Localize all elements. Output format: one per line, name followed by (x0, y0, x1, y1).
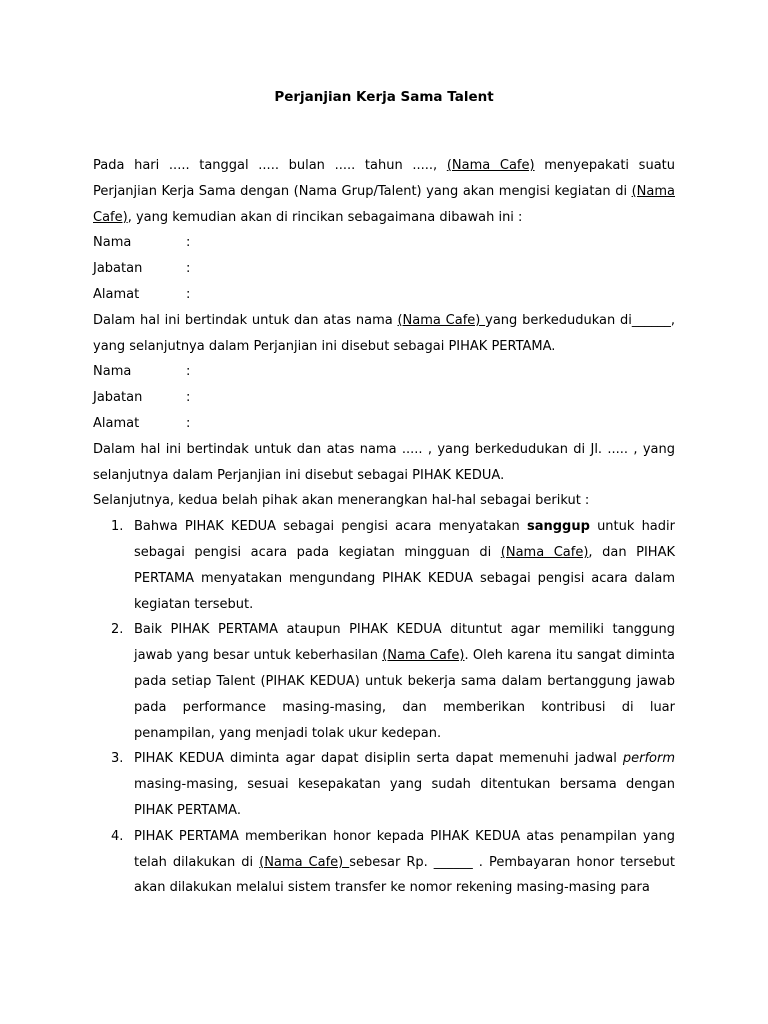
item-text-a: PIHAK PERTAMA memberikan honor kepada PIHAK KEDUA atas penampilan yang telah dilakukan di (134, 828, 675, 870)
field-label: Alamat (93, 415, 140, 431)
document-body (93, 153, 675, 901)
item-cafe-name: (Nama Cafe) (259, 854, 350, 870)
field-separator: : (186, 261, 191, 277)
intro-paragraph (93, 153, 675, 230)
party1-name-row (93, 230, 675, 256)
field-label: Nama (93, 235, 132, 251)
party2-address-row (93, 411, 675, 437)
list-number: 2. (111, 622, 124, 638)
intro-cafe-name-1: (Nama Cafe) (446, 158, 535, 173)
party1-address-row (93, 282, 675, 308)
item-text-b: . Oleh karena itu sangat diminta pada setiap Talent (PIHAK KEDUA) untuk bekerja sama dalam bertanggung jawab pada performance masing-masing, dan memberikan kontribusi di luar penampilan, yang menjadi tolak ukur kedepan. (134, 648, 676, 741)
item-text-a: Bahwa PIHAK KEDUA sebagai pengisi acara menyatakan (134, 519, 527, 535)
item-text-c: , dan PIHAK PERTAMA menyatakan mengundang PIHAK KEDUA sebagai pengisi acara dalam kegiatan tersebut. (134, 544, 675, 612)
party2-name-row (93, 359, 675, 385)
party2-description: Dalam hal ini bertindak untuk dan atas nama ..... , yang berkedudukan di Jl. ..... , yang selanjutnya dalam Perjanjian ini disebut sebagai PIHAK KEDUA. (93, 441, 675, 483)
item-text-b: untuk hadir sebagai pengisi acara pada kegiatan mingguan di (134, 519, 675, 560)
party1-desc-b: yang berkedudukan di______, yang selanjutnya dalam Perjanjian ini disebut sebagai PIHAK PERTAMA. (93, 312, 675, 354)
field-label: Jabatan (93, 261, 143, 277)
terms-list (93, 514, 675, 901)
intro-cafe-name-2: (Nama Cafe) (93, 183, 675, 225)
party1-position-row (93, 256, 675, 282)
item-cafe-name: (Nama Cafe) (500, 544, 589, 560)
item-bold-text: sanggup (526, 519, 590, 535)
intro-text-a: Pada hari ..... tanggal ..... bulan ..... tahun ....., (93, 158, 438, 173)
party1-desc-a: Dalam hal ini bertindak untuk dan atas nama (93, 312, 398, 328)
lead-in-paragraph: Selanjutnya, kedua belah pihak akan menerangkan hal-hal sebagai berikut : (93, 493, 590, 509)
intro-text-c: , yang kemudian akan di rincikan sebagaimana dibawah ini : (127, 209, 523, 225)
document-title: Perjanjian Kerja Sama Talent (274, 89, 494, 105)
item-cafe-name: (Nama Cafe) (382, 648, 465, 664)
intro-text-b: menyepakati suatu Perjanjian Kerja Sama dengan (Nama Grup/Talent) yang akan mengisi kegiatan di (93, 158, 676, 199)
field-label: Alamat (93, 286, 140, 302)
field-separator: : (186, 286, 191, 302)
item-italic-text: perform (622, 751, 675, 767)
field-separator: : (186, 390, 191, 406)
item-text-a: Baik PIHAK PERTAMA ataupun PIHAK KEDUA dituntut agar memiliki tanggung jawab yang besar untuk keberhasilan (134, 622, 675, 664)
list-number: 1. (111, 519, 124, 535)
list-number: 4. (111, 828, 124, 844)
item-text-a: PIHAK KEDUA diminta agar dapat disiplin serta dapat memenuhi jadwal (134, 751, 623, 767)
field-separator: : (186, 235, 191, 251)
field-separator: : (186, 415, 191, 431)
field-label: Jabatan (93, 390, 143, 406)
item-text-b: masing-masing, sesuai kesepakatan yang sudah ditentukan bersama dengan PIHAK PERTAMA. (134, 777, 675, 818)
list-item (93, 514, 675, 617)
field-label: Nama (93, 364, 132, 380)
party2-position-row (93, 385, 675, 411)
party1-cafe-name: (Nama Cafe) (397, 312, 486, 328)
item-text-b: sebesar Rp. ______ . Pembayaran honor tersebut akan dilakukan melalui sistem transfer ke nomor rekening masing-masing para (134, 854, 675, 896)
list-item (93, 746, 675, 823)
list-number: 3. (111, 751, 124, 767)
field-separator: : (186, 364, 191, 380)
list-item (93, 824, 675, 901)
party1-description (93, 308, 675, 360)
list-item (93, 617, 675, 746)
